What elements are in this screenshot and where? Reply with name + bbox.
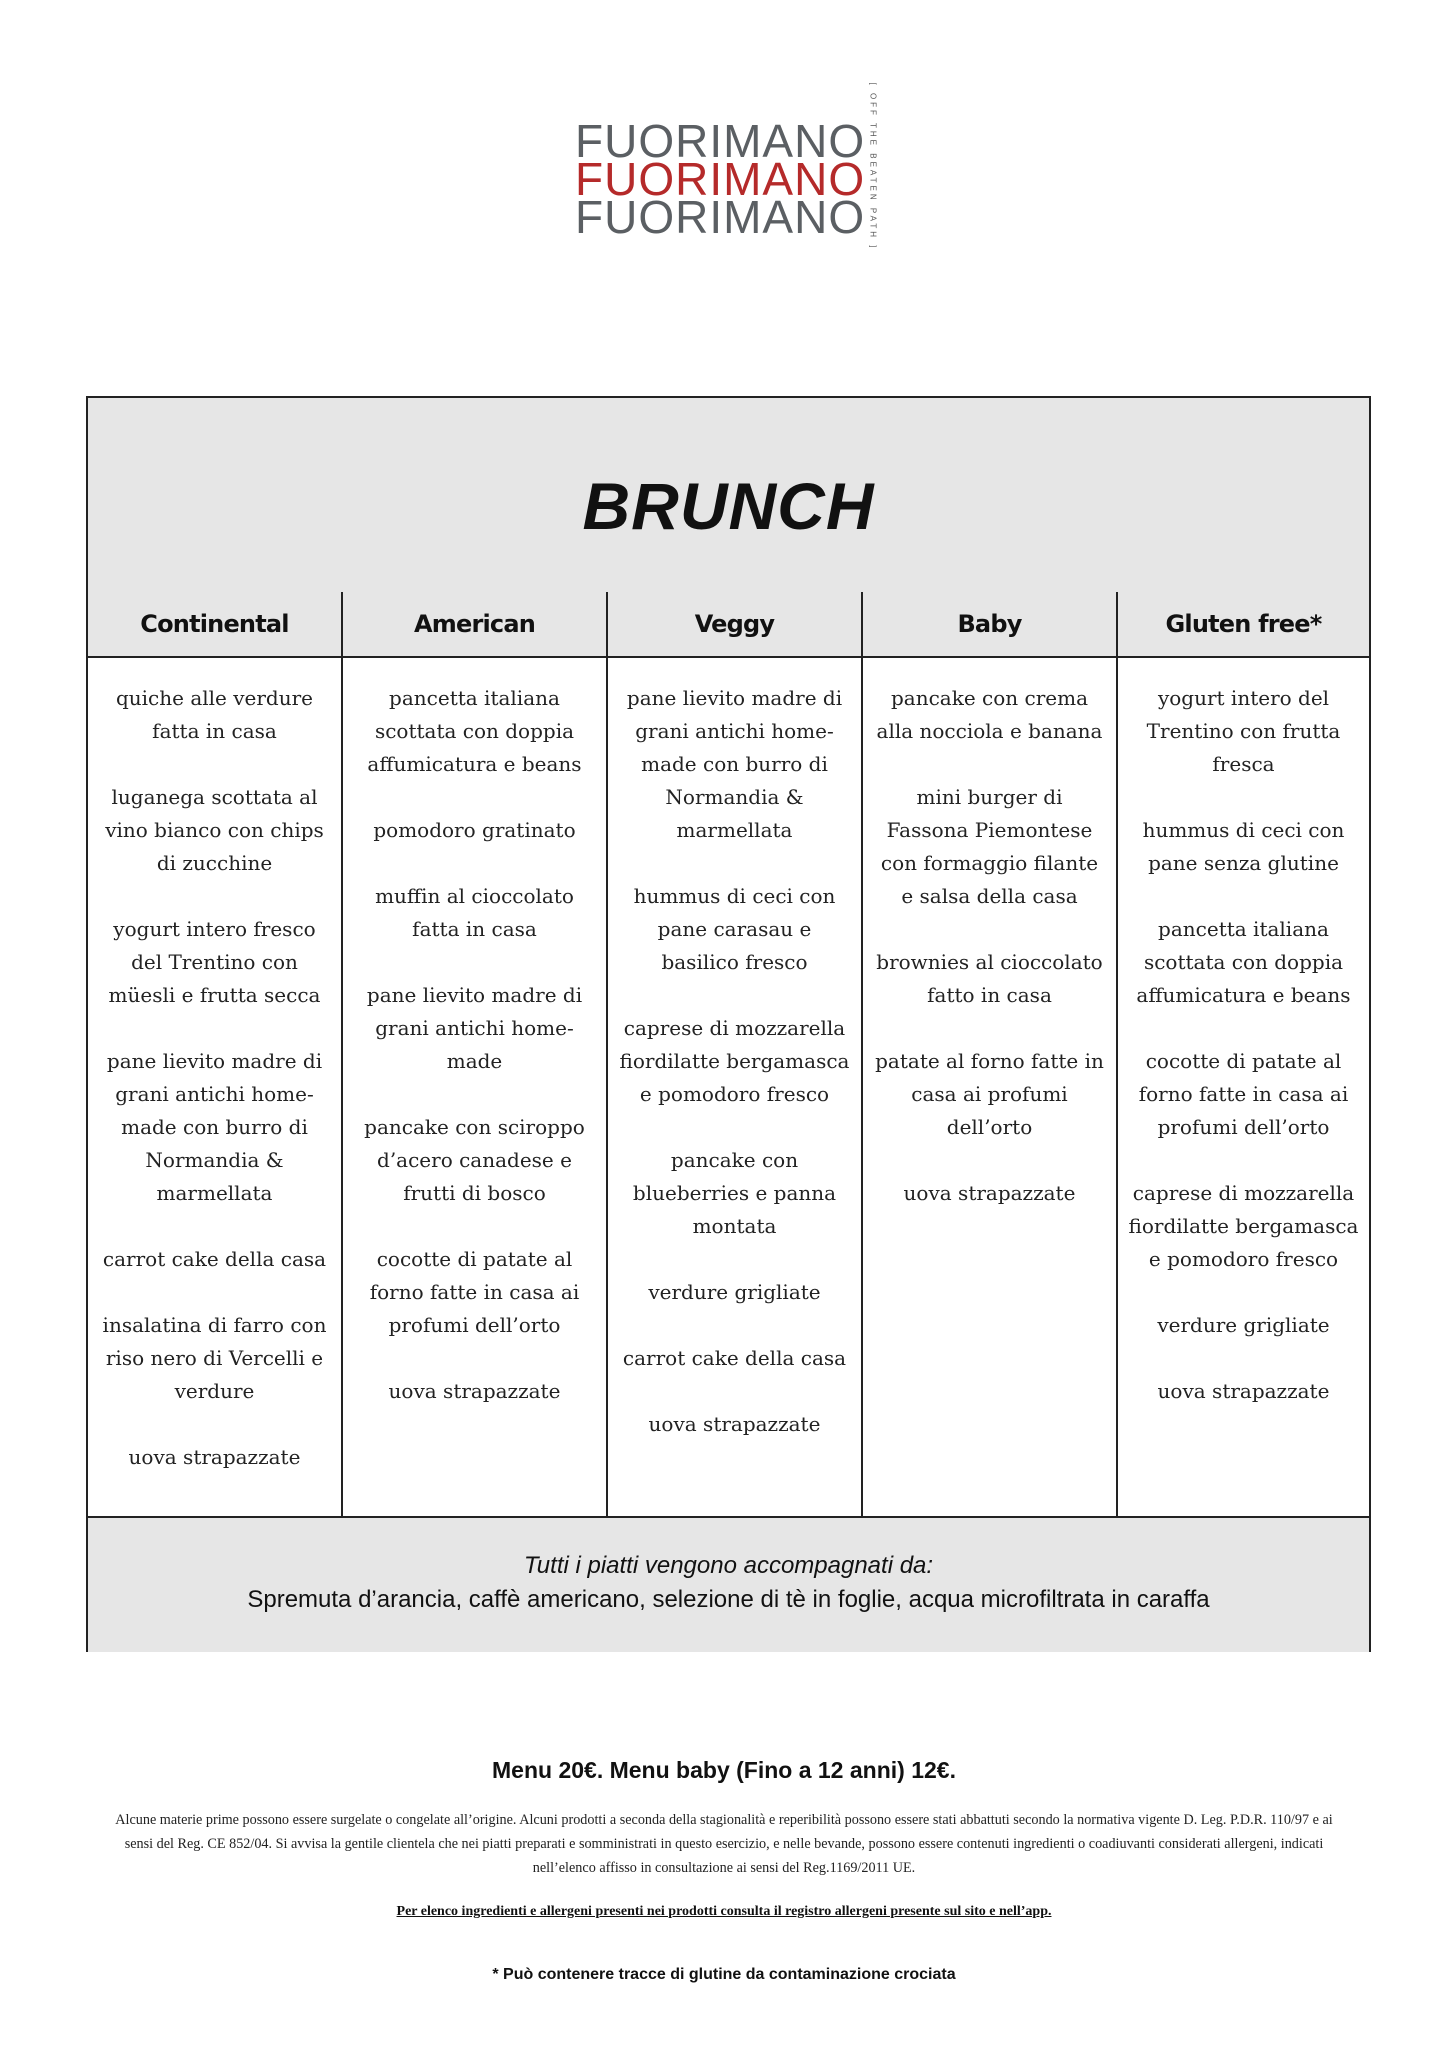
column-title: Gluten free*: [1165, 610, 1322, 638]
menu-item: mini burger di Fassona Piemontese con formaggio filante e salsa della casa: [880, 785, 1099, 908]
gluten-note: * Può contenere tracce di glutine da contaminazione crociata: [492, 1966, 956, 1983]
logo-line-2: FUORIMANO: [575, 153, 866, 205]
menu-item: pancetta italiana scottata con doppia affumicatura e beans: [367, 686, 582, 776]
menu-header: [88, 398, 1369, 594]
column-gluten-free: [1118, 592, 1369, 1516]
menu-item: cocotte di patate al forno fatte in casa ai profumi dell’orto: [369, 1247, 580, 1337]
menu-item: hummus di ceci con pane senza glutine: [1142, 818, 1345, 875]
column-title: American: [413, 610, 536, 638]
menu-item: pancake con sciroppo d’acero canadese e frutti di bosco: [364, 1115, 585, 1205]
menu-item: patate al forno fatte in casa ai profumi dell’orto: [875, 1049, 1104, 1139]
logo-line-1: FUORIMANO: [575, 115, 866, 167]
footer-intro: Tutti i piatti vengono accompagnati da:: [523, 1552, 934, 1579]
logo-tagline-text: [ OFF THE BEATEN PATH ]: [868, 82, 878, 251]
menu-item: yogurt intero del Trentino con frutta fresca: [1146, 686, 1341, 776]
menu-item: pomodoro gratinato: [373, 818, 576, 842]
menu-item: muffin al cioccolato fatta in casa: [375, 884, 574, 941]
menu-item: quiche alle verdure fatta in casa: [115, 686, 314, 743]
legal-notice: Alcune materie prime possono essere surgelate o congelate all’origine. Alcuni prodotti a seconda della stagionalità e reperibilità possono essere stati abbattuti secondo la normativa vigente D. Leg. P.D.R. 110/97 e ai sensi del Reg. CE 852/04. Si avvisa la gentile clientela che nei piatti preparati e somministrati in questo esercizio, e nelle bevande, possono essere contenuti ingredienti o coadiuvanti considerati allergeni, indicati nell’elenco affisso in consultazione ai sensi del Reg.1169/2011 UE.: [115, 1812, 1333, 1876]
menu-item: pancetta italiana scottata con doppia affumicatura e beans: [1136, 917, 1351, 1007]
menu-item: uova strapazzate: [903, 1181, 1076, 1205]
column-items: [88, 656, 341, 1474]
column-baby: [863, 592, 1118, 1516]
menu-item: hummus di ceci con pane carasau e basilico fresco: [633, 884, 836, 974]
menu-item: insalatina di farro con riso nero di Vercelli e verdure: [102, 1313, 327, 1403]
logo-tagline: [865, 70, 879, 270]
column-items: [1118, 656, 1369, 1408]
brand-logo: [575, 115, 905, 278]
menu-footer: [88, 1516, 1369, 1652]
price-line: Menu 20€. Menu baby (Fino a 12 anni) 12€.: [492, 1757, 956, 1783]
menu-item: pane lievito madre di grani antichi home-made con burro di Normandia & marmellata: [106, 1049, 323, 1205]
menu-columns: [88, 592, 1369, 1516]
menu-title: BRUNCH: [582, 469, 875, 543]
menu-item: pane lievito madre di grani antichi home-made con burro di Normandia & marmellata: [626, 686, 843, 842]
menu-item: pancake con crema alla nocciola e banana: [876, 686, 1103, 743]
menu-item: carrot cake della casa: [102, 1247, 327, 1271]
column-items: [343, 656, 606, 1408]
column-title: Continental: [140, 610, 289, 638]
brunch-menu: [86, 396, 1371, 1652]
column-items: [863, 656, 1116, 1210]
column-continental: [88, 592, 343, 1516]
menu-item: yogurt intero fresco del Trentino con müesli e frutta secca: [108, 917, 321, 1007]
menu-item: verdure grigliate: [648, 1280, 821, 1304]
logo-line-3: FUORIMANO: [575, 191, 866, 243]
column-title: Veggy: [694, 610, 775, 638]
menu-item: caprese di mozzarella fiordilatte bergamasca e pomodoro fresco: [619, 1016, 850, 1106]
column-veggy: [608, 592, 863, 1516]
column-items: [608, 656, 861, 1441]
menu-item: pane lievito madre di grani antichi home-made: [366, 983, 583, 1073]
menu-item: carrot cake della casa: [622, 1346, 847, 1370]
column-title: Baby: [957, 610, 1022, 638]
menu-item: cocotte di patate al forno fatte in casa ai profumi dell’orto: [1138, 1049, 1349, 1139]
footer-included-items: Spremuta d’arancia, caffè americano, selezione di tè in foglie, acqua microfiltrata in caraffa: [247, 1586, 1210, 1613]
menu-item: uova strapazzate: [128, 1445, 301, 1469]
menu-item: pancake con blueberries e panna montata: [632, 1148, 837, 1238]
menu-item: verdure grigliate: [1157, 1313, 1330, 1337]
menu-item: luganega scottata al vino bianco con chips di zucchine: [105, 785, 324, 875]
menu-item: uova strapazzate: [1157, 1379, 1330, 1403]
menu-item: brownies al cioccolato fatto in casa: [876, 950, 1103, 1007]
allergen-registry-link[interactable]: Per elenco ingredienti e allergeni presenti nei prodotti consulta il registro allergeni presente sul sito e nell’app.: [396, 1904, 1052, 1919]
menu-item: uova strapazzate: [388, 1379, 561, 1403]
menu-item: caprese di mozzarella fiordilatte bergamasca e pomodoro fresco: [1128, 1181, 1359, 1271]
column-american: [343, 592, 608, 1516]
menu-item: uova strapazzate: [648, 1412, 821, 1436]
